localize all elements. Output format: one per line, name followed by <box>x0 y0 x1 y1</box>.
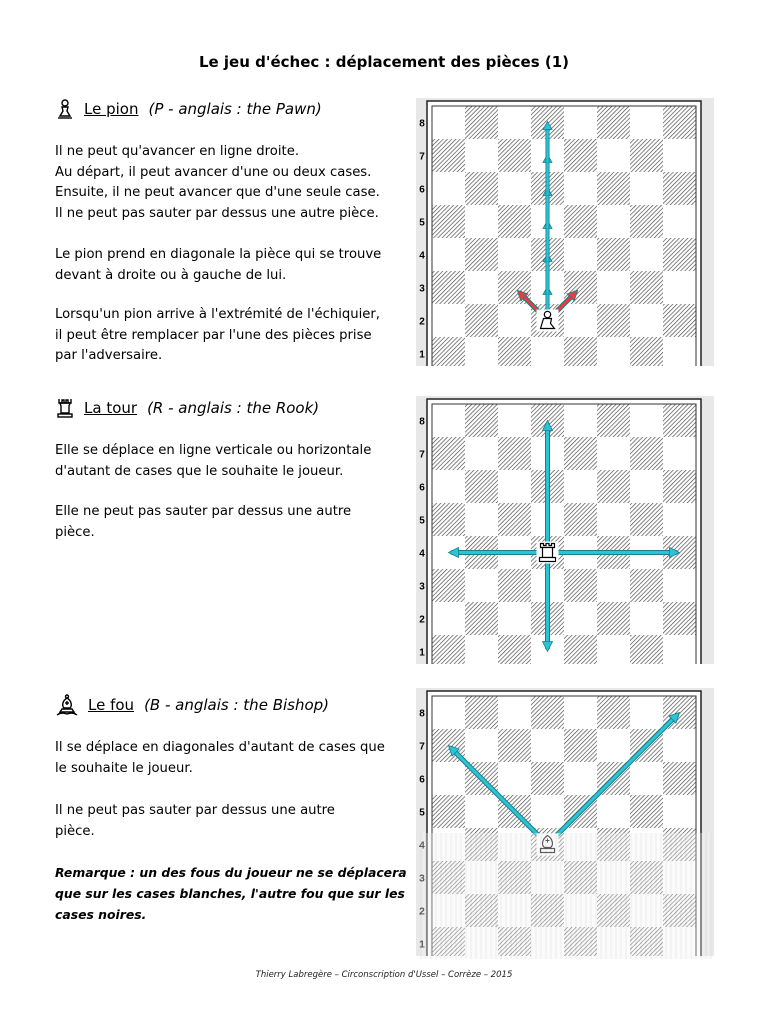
board-square <box>597 404 630 437</box>
rank-label: 7 <box>419 741 425 753</box>
chess-pawn-icon <box>54 98 76 120</box>
board-square <box>597 304 630 337</box>
board-square <box>663 470 696 503</box>
board-square <box>630 795 663 828</box>
board-square <box>498 503 531 536</box>
chessboard-diagram <box>416 396 714 664</box>
board-square <box>498 172 531 205</box>
rank-label: 2 <box>419 316 425 328</box>
bishop-subtitle: (B - anglais : the Bishop) <box>144 696 330 714</box>
board-square <box>465 404 498 437</box>
bishop-name: Le fou <box>88 696 135 714</box>
board-square <box>630 172 663 205</box>
rank-label: 6 <box>419 184 425 196</box>
board-square <box>564 437 597 470</box>
rank-label: 6 <box>419 774 425 786</box>
board-square <box>597 635 630 664</box>
rank-label: 2 <box>419 614 425 626</box>
board-square <box>663 437 696 470</box>
rook-paragraph-2 <box>55 502 415 543</box>
board-square <box>465 271 498 304</box>
rook-subtitle: (R - anglais : the Rook) <box>147 399 320 417</box>
text-line: cases noires. <box>55 907 147 922</box>
board-square <box>630 696 663 729</box>
board-square <box>498 569 531 602</box>
board-square <box>630 139 663 172</box>
rank-label: 6 <box>419 482 425 494</box>
board-square <box>432 569 465 602</box>
chess-bishop-icon <box>54 694 80 716</box>
text-line: Elle se déplace en ligne verticale ou horizontale <box>55 443 372 458</box>
board-square <box>663 205 696 238</box>
board-square <box>663 139 696 172</box>
text-line: devant à droite ou à gauche de lui. <box>55 267 287 283</box>
board-square <box>564 205 597 238</box>
text-line: pièce. <box>55 524 95 540</box>
board-square <box>432 238 465 271</box>
board-square <box>498 762 531 795</box>
board-square <box>432 795 465 828</box>
board-square <box>465 139 498 172</box>
chess-rook-icon <box>54 397 76 419</box>
rank-label: 5 <box>419 807 425 819</box>
board-square <box>597 795 630 828</box>
board-square <box>597 470 630 503</box>
board-square <box>663 106 696 139</box>
board-square <box>498 139 531 172</box>
board-square <box>630 337 663 366</box>
board-square <box>564 635 597 664</box>
board-square <box>564 696 597 729</box>
rank-label: 7 <box>419 449 425 461</box>
footer-credit: Thierry Labregère – Circonscription d'Ussel – Corrèze – 2015 <box>255 970 513 980</box>
board-square <box>597 696 630 729</box>
rank-label: 1 <box>419 349 425 361</box>
board-square <box>432 337 465 366</box>
board-square <box>630 238 663 271</box>
board-square <box>597 337 630 366</box>
board-square <box>630 205 663 238</box>
board-square <box>630 271 663 304</box>
bishop-remark <box>55 862 425 925</box>
board-square <box>597 139 630 172</box>
board-square <box>531 762 564 795</box>
board-square <box>630 304 663 337</box>
text-line: le souhaite le joueur. <box>55 760 193 776</box>
rank-label: 3 <box>419 283 425 295</box>
board-square <box>531 729 564 762</box>
text-line: Il ne peut pas sauter par dessus une autre <box>55 803 335 818</box>
board-square <box>597 503 630 536</box>
board-square <box>498 602 531 635</box>
board-square <box>465 569 498 602</box>
pawn-paragraph-1 <box>55 142 415 224</box>
rook-section-heading <box>54 397 319 419</box>
board-square <box>564 470 597 503</box>
board-square <box>663 762 696 795</box>
board-square <box>663 795 696 828</box>
board-square <box>564 337 597 366</box>
text-line: Lorsqu'un pion arrive à l'extrémité de l'échiquier, <box>55 307 380 322</box>
text-line: Il ne peut pas sauter par dessus une autre pièce. <box>55 205 379 221</box>
rank-label: 1 <box>419 647 425 659</box>
board-square <box>531 795 564 828</box>
board-square <box>498 635 531 664</box>
board-square <box>630 437 663 470</box>
board-square <box>630 503 663 536</box>
text-line: Il ne peut qu'avancer en ligne droite. <box>55 144 300 159</box>
board-square <box>564 304 597 337</box>
board-square <box>630 635 663 664</box>
board-square <box>597 729 630 762</box>
board-square <box>564 106 597 139</box>
board-square <box>564 569 597 602</box>
board-square <box>564 139 597 172</box>
board-square <box>597 569 630 602</box>
board-square <box>465 602 498 635</box>
board-square <box>663 404 696 437</box>
board-square <box>630 470 663 503</box>
pawn-subtitle: (P - anglais : the Pawn) <box>148 100 322 118</box>
board-square <box>498 696 531 729</box>
board-square <box>498 437 531 470</box>
board-square <box>564 762 597 795</box>
rank-label: 4 <box>419 548 425 560</box>
pawn-move-chessboard <box>416 98 714 366</box>
board-square <box>465 337 498 366</box>
board-square <box>498 337 531 366</box>
board-square <box>597 205 630 238</box>
board-square <box>630 569 663 602</box>
text-line: Elle ne peut pas sauter par dessus une autre <box>55 504 352 519</box>
text-line: il peut être remplacer par l'une des pièces prise <box>55 327 372 343</box>
board-square <box>564 172 597 205</box>
board-square <box>432 602 465 635</box>
board-square <box>432 205 465 238</box>
board-square <box>498 238 531 271</box>
board-square <box>465 106 498 139</box>
board-square <box>498 304 531 337</box>
board-square <box>432 696 465 729</box>
board-square <box>432 503 465 536</box>
board-square <box>432 304 465 337</box>
board-square <box>597 106 630 139</box>
board-square <box>663 503 696 536</box>
board-square <box>432 139 465 172</box>
pawn-paragraph-2 <box>55 245 415 286</box>
board-square <box>531 337 564 366</box>
board-square <box>465 729 498 762</box>
board-square <box>597 271 630 304</box>
rank-label: 8 <box>419 118 425 130</box>
text-line: d'autant de cases que le souhaite le joueur. <box>55 463 344 479</box>
board-square <box>564 602 597 635</box>
board-square <box>465 172 498 205</box>
board-square <box>663 238 696 271</box>
board-square <box>597 172 630 205</box>
board-square <box>630 762 663 795</box>
chessboard-diagram <box>416 98 714 366</box>
board-square <box>564 503 597 536</box>
board-square <box>465 696 498 729</box>
board-square <box>498 470 531 503</box>
rank-label: 8 <box>419 416 425 428</box>
text-line: par l'adversaire. <box>55 348 163 363</box>
rook-move-chessboard <box>416 396 714 664</box>
board-square <box>663 271 696 304</box>
board-square <box>432 106 465 139</box>
rook-name: La tour <box>84 399 138 417</box>
rank-label: 4 <box>419 250 425 262</box>
board-square <box>432 762 465 795</box>
board-square <box>465 304 498 337</box>
board-square <box>597 437 630 470</box>
board-square <box>630 602 663 635</box>
board-square <box>432 437 465 470</box>
board-square <box>564 729 597 762</box>
board-square <box>432 172 465 205</box>
scan-noise-overlay <box>420 833 712 959</box>
board-square <box>465 795 498 828</box>
board-square <box>663 602 696 635</box>
rank-label: 8 <box>419 708 425 720</box>
text-line: que sur les cases blanches, l'autre fou que sur les <box>55 886 405 901</box>
board-square <box>564 238 597 271</box>
board-square <box>597 602 630 635</box>
board-square <box>432 404 465 437</box>
rank-label: 5 <box>419 217 425 229</box>
board-square <box>498 404 531 437</box>
board-square <box>432 635 465 664</box>
board-square <box>597 238 630 271</box>
board-square <box>564 404 597 437</box>
board-square <box>663 304 696 337</box>
board-square <box>432 470 465 503</box>
board-square <box>531 696 564 729</box>
board-square <box>498 205 531 238</box>
bishop-section-heading <box>54 694 329 716</box>
board-square <box>663 337 696 366</box>
bishop-paragraph-1 <box>55 738 415 779</box>
pawn-section-heading <box>54 98 322 120</box>
board-square <box>663 172 696 205</box>
board-square <box>663 729 696 762</box>
board-square <box>465 470 498 503</box>
rook-piece <box>537 542 559 564</box>
text-line: pièce. <box>55 823 95 839</box>
pawn-paragraph-3 <box>55 305 415 367</box>
rank-label: 7 <box>419 151 425 163</box>
rook-paragraph-1 <box>55 441 415 482</box>
board-square <box>465 635 498 664</box>
board-square <box>465 437 498 470</box>
rank-label: 3 <box>419 581 425 593</box>
board-square <box>465 205 498 238</box>
pawn-name: Le pion <box>84 100 139 118</box>
text-line: Ensuite, il ne peut avancer que d'une seule case. <box>55 185 380 200</box>
board-square <box>498 729 531 762</box>
board-square <box>465 503 498 536</box>
board-square <box>498 106 531 139</box>
text-line: Le pion prend en diagonale la pièce qui se trouve <box>55 247 382 262</box>
rank-label: 5 <box>419 515 425 527</box>
bishop-paragraph-2 <box>55 801 415 842</box>
board-square <box>630 404 663 437</box>
board-square <box>663 635 696 664</box>
text-line: Il se déplace en diagonales d'autant de cases que <box>55 740 385 755</box>
text-line: Remarque : un des fous du joueur ne se déplacera <box>55 865 407 880</box>
board-square <box>630 106 663 139</box>
board-square <box>663 569 696 602</box>
text-line: Au départ, il peut avancer d'une ou deux cases. <box>55 164 372 180</box>
board-square <box>465 238 498 271</box>
page-title: Le jeu d'échec : déplacement des pièces (1) <box>198 53 570 71</box>
board-square <box>432 271 465 304</box>
pawn-piece <box>537 310 559 332</box>
